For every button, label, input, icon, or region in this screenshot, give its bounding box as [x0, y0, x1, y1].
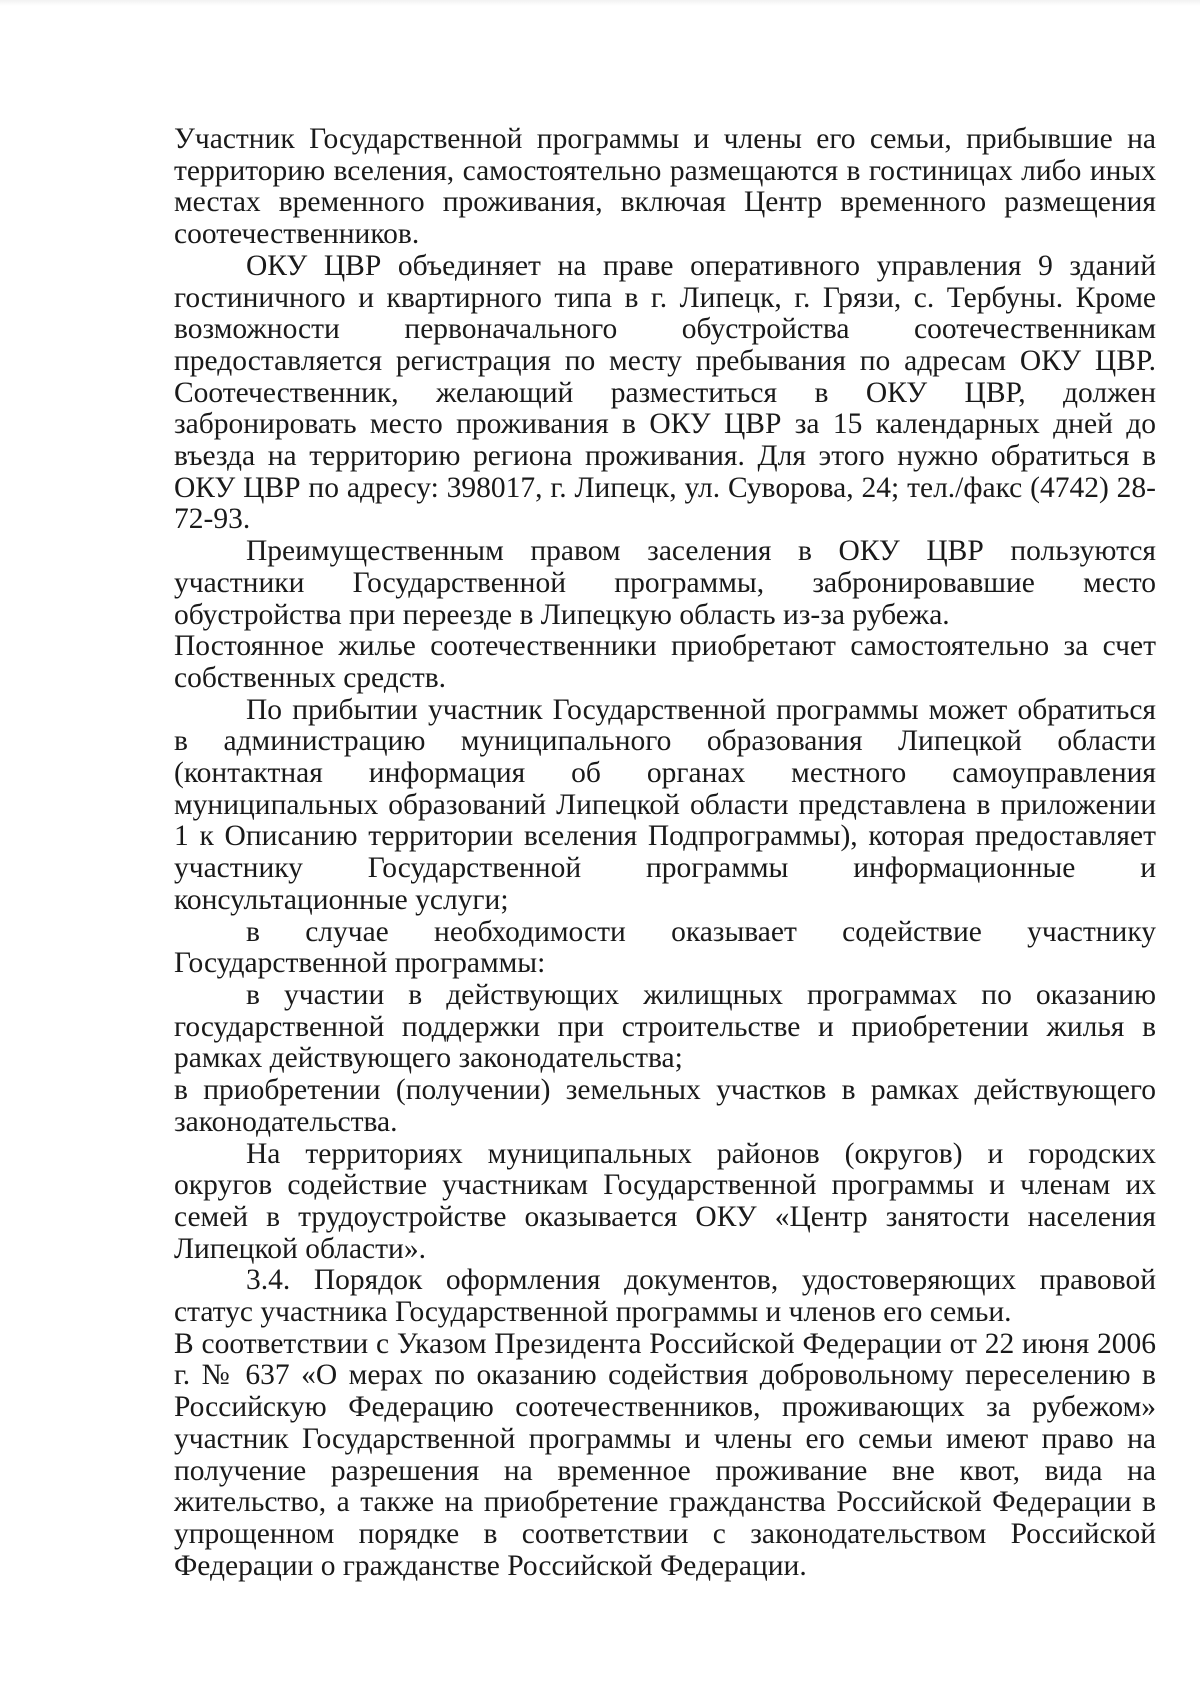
paragraph-housing-programs: в участии в действующих жилищных программах по оказанию государственной поддержки при строительстве и приобретении жилья в рамках действующего законодательства; [174, 978, 1156, 1075]
document-page [174, 124, 1156, 1582]
paragraph-land-plots: в приобретении (получении) земельных участков в рамках действующего законодательства. [174, 1074, 1156, 1138]
paragraph-assistance: в случае необходимости оказывает содействие участнику Государственной программы: [174, 915, 1156, 980]
paragraph-municipal-administration: По прибытии участник Государственной программы может обратиться в администрацию муниципального образования Липецкой области (контактная информация об органах местного самоуправления муниципальных образований Липецкой области представлена в приложении 1 к Описанию территории вселения Подпрограммы), которая предоставляет участнику Государственной программы информационные и консультационные услуги; [174, 693, 1156, 916]
paragraph-employment: На территориях муниципальных районов (округов) и городских округов содействие участникам Государственной программы и членам их семей в трудоустройстве оказывается ОКУ «Центр занятости населения Липецкой области». [174, 1137, 1156, 1265]
scan-edge [0, 0, 1200, 6]
paragraph-priority-settlement: Преимущественным правом заселения в ОКУ ЦВР пользуются участники Государственной программы, забронировавшие место обустройства при переезде в Липецкую область из-за рубежа. [174, 535, 1156, 631]
section-heading-3-4: 3.4. Порядок оформления документов, удостоверяющих правовой статус участника Государственной программы и членов его семьи. [174, 1264, 1156, 1329]
paragraph-oku-cvr: ОКУ ЦВР объединяет на праве оперативного управления 9 зданий гостиничного и квартирного типа в г. Липецк, г. Грязи, с. Тербуны. Кроме возможности первоначального обустройства соотечественникам предоставляется регистрация по месту пребывания по адресам ОКУ ЦВР. Соотечественник, желающий разместиться в ОКУ ЦВР, должен забронировать место проживания в ОКУ ЦВР за 15 календарных дней до въезда на территорию региона проживания. Для этого нужно обратиться в ОКУ ЦВР по адресу: 398017, г. Липецк, ул. Суворова, 24; тел./факс (4742) 28-72-93. [174, 249, 1156, 536]
paragraph-permanent-housing: Постоянное жилье соотечественники приобретают самостоятельно за счет собственных средств. [174, 630, 1156, 694]
paragraph-presidential-decree: В соответствии с Указом Президента Российской Федерации от 22 июня 2006 г. № 637 «О мерах по оказанию содействия добровольному переселению в Российскую Федерацию соотечественников, проживающих за рубежом» участник Государственной программы и члены его семьи имеют право на получение разрешения на временное проживание вне квот, вида на жительство, а также на приобретение гражданства Российской Федерации в упрощенном порядке в соответствии с законодательством Российской Федерации о гражданстве Российской Федерации. [174, 1327, 1156, 1582]
paragraph-temporary-accommodation: Участник Государственной программы и члены его семьи, прибывшие на территорию вселения, самостоятельно размещаются в гостиницах либо иных местах временного проживания, включая Центр временного размещения соотечественников. [174, 123, 1156, 251]
